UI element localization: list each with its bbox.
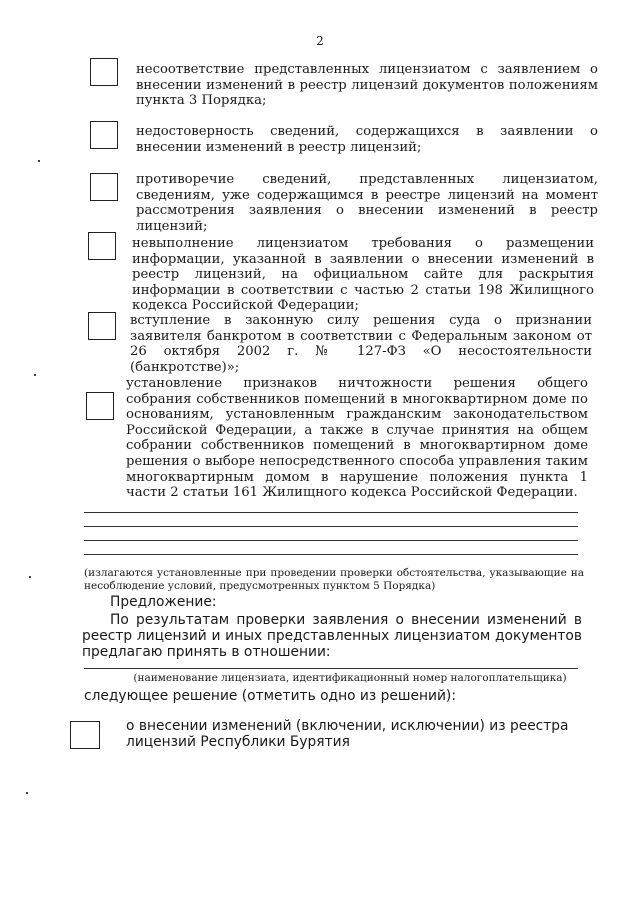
licensee-line — [84, 668, 578, 669]
item-6-text: установление признаков ничтожности решения общего собрания собственников помещений в многоквартирном доме по основаниям, установленным гражданским законодательством Российской Федерации, а также в случае принятия на общем собрании собственников помещений в многоквартирном доме решения о выборе непосредственного способа управления таким многоквартирным домом в нарушение положения пункта 1 части 2 статьи 161 Жилищного кодекса Российской Федерации. — [126, 376, 588, 501]
licensee-caption: (наименование лицензиата, идентификационный номер налогоплательщика) — [133, 672, 567, 684]
proposal-heading: Предложение: — [110, 594, 217, 610]
decision-1-text: о внесении изменений (включении, исключении) из реестра лицензий Республики Бурятия — [126, 718, 569, 750]
scan-speck — [29, 576, 31, 578]
checkbox-item-3[interactable] — [90, 173, 118, 201]
page-number: 2 — [316, 34, 324, 48]
blank-line-3 — [84, 540, 578, 541]
item-5-text: вступление в законную силу решения суда о признании заявителя банкротом в соответствии с Федеральным законом от 26 октября 2002 г. № 127-ФЗ «О несостоятельности (банкротстве)»; — [130, 313, 592, 375]
scan-speck — [26, 792, 28, 794]
item-3-text: противоречие сведений, представленных лицензиатом, сведениям, уже содержащимся в реестре лицензий на момент рассмотрения заявления о внесении изменений в реестр лицензий; — [136, 172, 598, 234]
scan-speck — [34, 374, 36, 376]
blank-line-2 — [84, 526, 578, 527]
blank-line-4 — [84, 554, 578, 555]
blank-line-1 — [84, 512, 578, 513]
checkbox-item-5[interactable] — [88, 312, 116, 340]
decision-prompt: следующее решение (отметить одно из решений): — [84, 688, 456, 704]
footnote: (излагаются установленные при проведении проверки обстоятельства, указывающие на несоблюдение условий, предусмотренных пунктом 5 Порядка) — [84, 567, 584, 592]
proposal-text: По результатам проверки заявления о внесении изменений в реестр лицензий и иных представленных лицензиатом документов предлагаю принять в отношении: — [82, 612, 582, 660]
checkbox-item-4[interactable] — [88, 232, 116, 260]
item-4-text: невыполнение лицензиатом требования о размещении информации, указанной в заявлении о внесении изменений в реестр лицензий, на официальном сайте для раскрытия информации в соответствии с частью 2 статьи 198 Жилищного кодекса Российской Федерации; — [132, 236, 594, 314]
scan-speck — [38, 160, 40, 162]
item-2-text: недостоверность сведений, содержащихся в заявлении о внесении изменений в реестр лицензий; — [136, 124, 598, 155]
checkbox-item-1[interactable] — [90, 58, 118, 86]
item-1-text: несоответствие представленных лицензиатом с заявлением о внесении изменений в реестр лицензий документов положениям пункта 3 Порядка; — [136, 62, 598, 109]
checkbox-item-6[interactable] — [86, 392, 114, 420]
checkbox-decision-1[interactable] — [70, 721, 100, 749]
checkbox-item-2[interactable] — [90, 121, 118, 149]
